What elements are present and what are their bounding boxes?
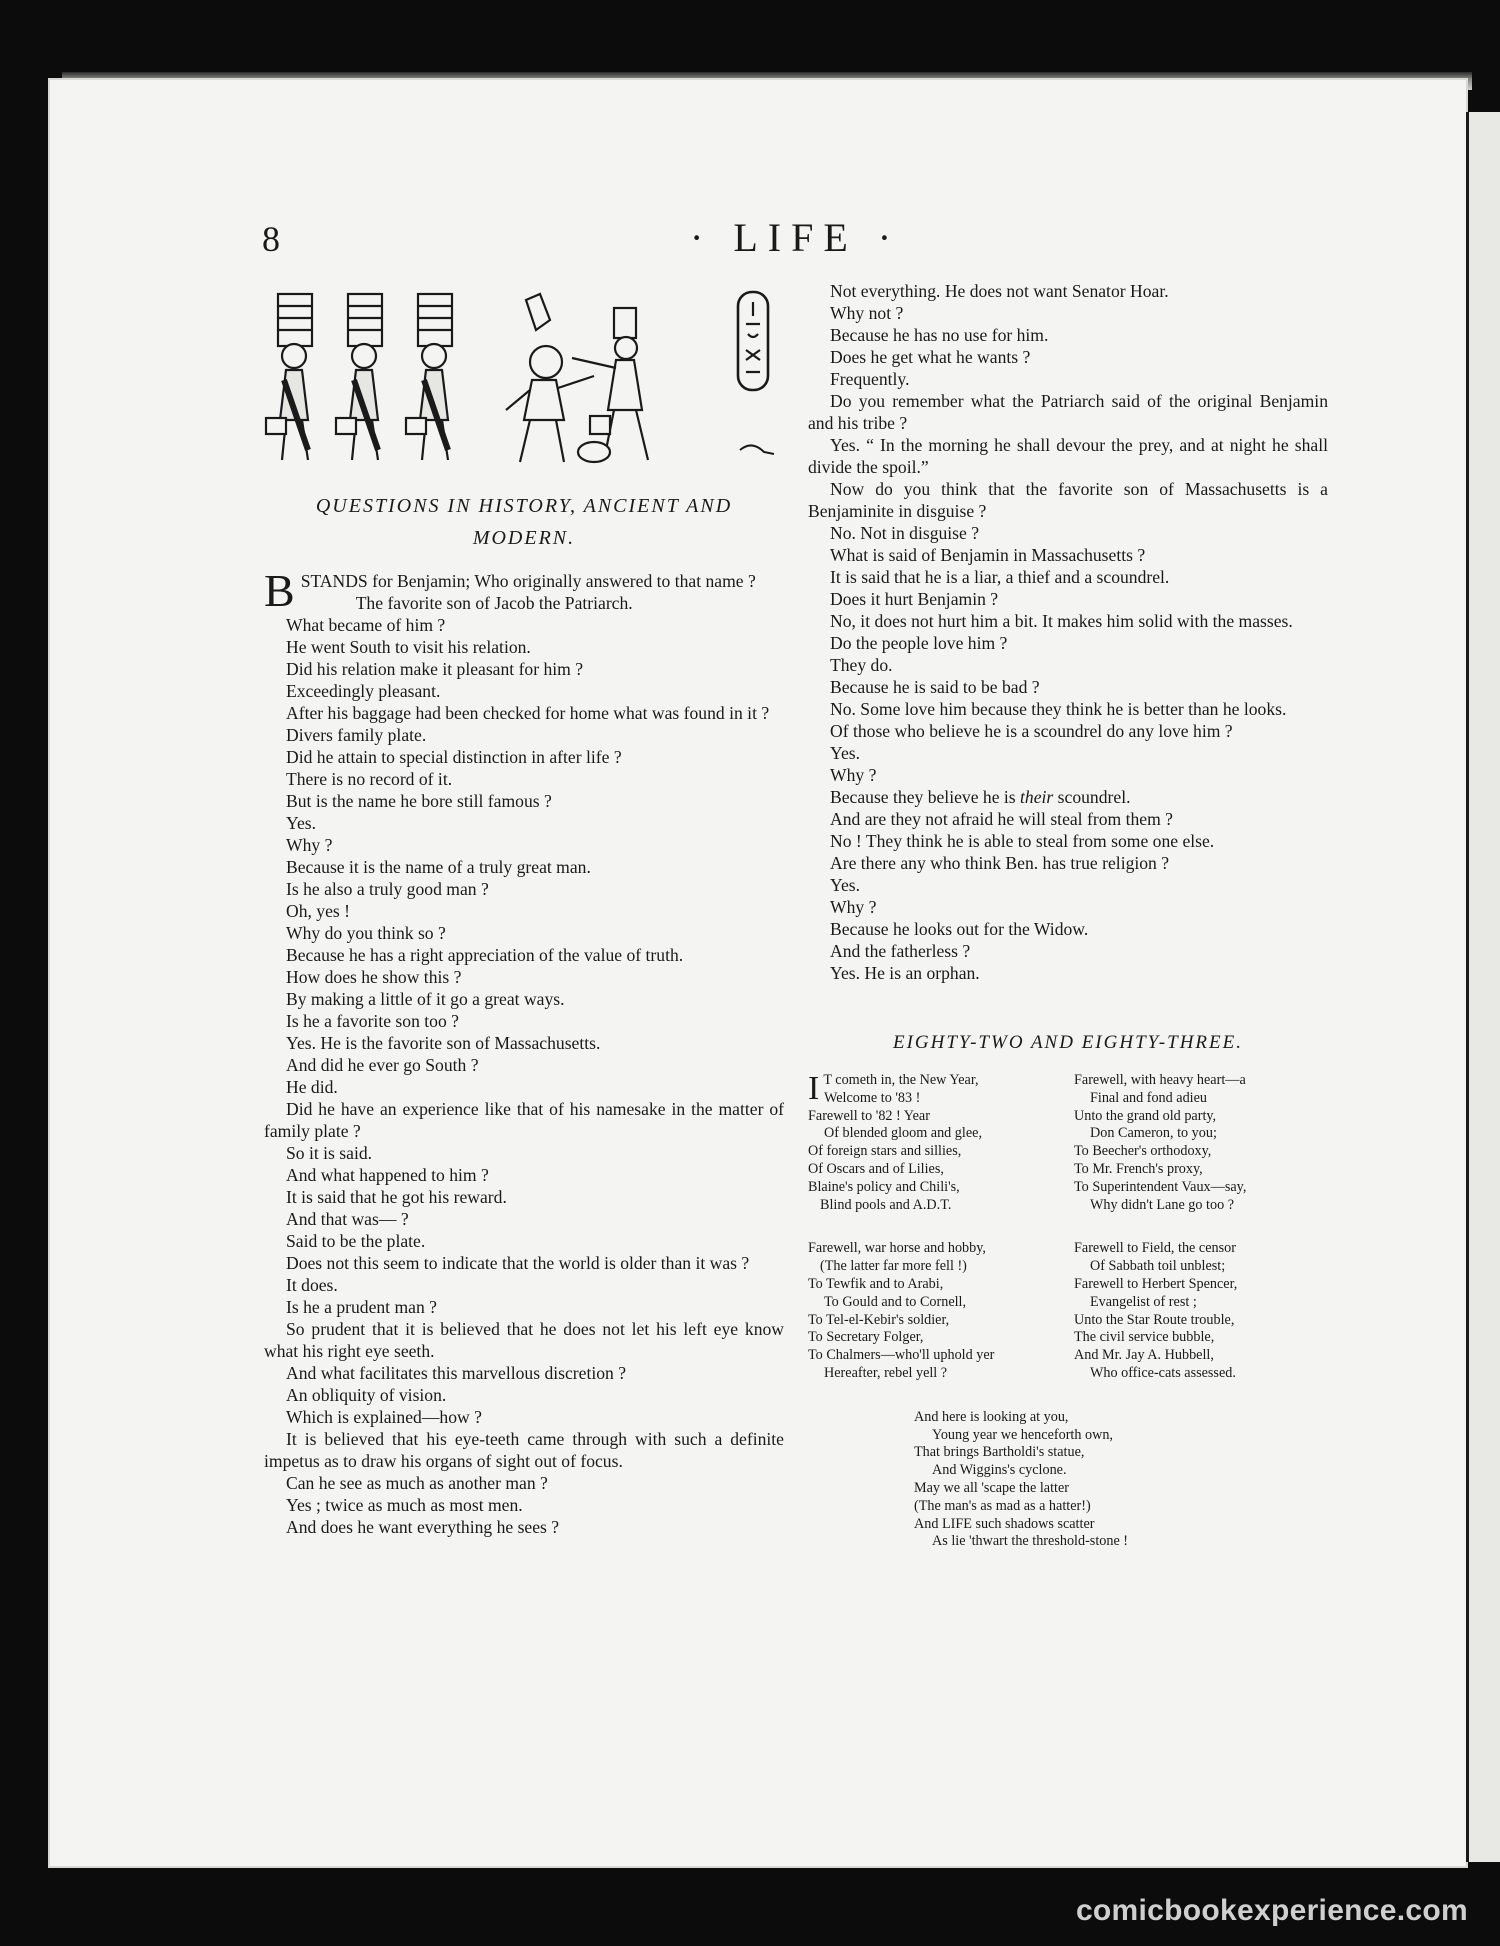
article-paragraph: No. Some love him because they think he is better than he looks. bbox=[830, 699, 1287, 719]
article-paragraph: Yes ; twice as much as most men. bbox=[286, 1495, 523, 1515]
article-paragraph: So it is said. bbox=[286, 1143, 373, 1163]
article-body-left bbox=[264, 565, 784, 1538]
article-paragraph: Because it is the name of a truly great man. bbox=[286, 857, 591, 877]
article-paragraph: But is the name he bore still famous ? bbox=[286, 791, 552, 811]
poem-line: Don Cameron, to you; bbox=[1090, 1125, 1217, 1142]
poem-line: Hereafter, rebel yell ? bbox=[824, 1364, 948, 1381]
poem-line: Farewell to Field, the censor bbox=[1074, 1240, 1236, 1257]
article-title bbox=[264, 490, 784, 554]
poem-line: Evangelist of rest ; bbox=[1090, 1293, 1197, 1310]
poem-stanza-3 bbox=[808, 1240, 1062, 1382]
site-watermark: comicbookexperience.com bbox=[1075, 1894, 1468, 1927]
poem-line: The civil service bubble, bbox=[1074, 1329, 1215, 1346]
poem-line: To Mr. French's proxy, bbox=[1074, 1160, 1203, 1177]
article-paragraph: Oh, yes ! bbox=[286, 901, 351, 921]
poem-line: As lie 'thwart the threshold-stone ! bbox=[932, 1533, 1129, 1550]
masthead-title: · LIFE · bbox=[690, 215, 902, 260]
article-paragraph: Because they believe he is their scoundrel. bbox=[830, 787, 1131, 807]
poem-line: Farewell, with heavy heart—a bbox=[1074, 1072, 1246, 1088]
article-paragraph: It is said that he is a liar, a thief and a scoundrel. bbox=[830, 567, 1170, 587]
poem-line: Blaine's policy and Chili's, bbox=[808, 1178, 960, 1195]
article-paragraph: Of those who believe he is a scoundrel do any love him ? bbox=[830, 721, 1233, 741]
article-paragraph: And did he ever go South ? bbox=[286, 1055, 479, 1075]
article-paragraph: Yes. He is an orphan. bbox=[830, 963, 980, 983]
frieze-drawing bbox=[264, 290, 784, 474]
article-body-right bbox=[808, 280, 1328, 984]
article-paragraph: Why ? bbox=[830, 765, 877, 785]
article-paragraph: He went South to visit his relation. bbox=[286, 637, 531, 657]
article-paragraph: Did he have an experience like that of his namesake in the matter of family plate ? bbox=[264, 1099, 784, 1141]
article-paragraph: There is no record of it. bbox=[286, 769, 453, 789]
poem-line: Of foreign stars and sillies, bbox=[808, 1143, 962, 1160]
article-paragraph: Exceedingly pleasant. bbox=[286, 681, 441, 701]
article-paragraph: By making a little of it go a great ways. bbox=[286, 989, 565, 1009]
poem-line: Unto the Star Route trouble, bbox=[1074, 1311, 1235, 1328]
poem-drop-cap: I bbox=[808, 1070, 820, 1107]
article-paragraph: Why ? bbox=[830, 897, 877, 917]
article-paragraph: Because he is said to be bad ? bbox=[830, 677, 1040, 697]
article-paragraph: Do the people love him ? bbox=[830, 633, 1008, 653]
article-paragraph: And what happened to him ? bbox=[286, 1165, 489, 1185]
article-paragraph: Why not ? bbox=[830, 303, 904, 323]
poem-line: And Mr. Jay A. Hubbell, bbox=[1074, 1347, 1214, 1364]
poem-line: Of blended gloom and glee, bbox=[824, 1125, 982, 1142]
egyptian-frieze-illustration bbox=[264, 290, 784, 474]
article-paragraph: Yes. bbox=[830, 875, 860, 895]
article-paragraph: Said to be the plate. bbox=[286, 1231, 426, 1251]
poem-line: And Wiggins's cyclone. bbox=[932, 1462, 1067, 1479]
article-title-line2: MODERN. bbox=[472, 527, 576, 549]
article-paragraph: And does he want everything he sees ? bbox=[286, 1517, 560, 1537]
article-paragraph: Frequently. bbox=[830, 369, 910, 389]
poem-stanza-2 bbox=[1074, 1072, 1328, 1214]
article-paragraph: Does not this seem to indicate that the world is older than it was ? bbox=[286, 1253, 750, 1273]
poem-line: That brings Bartholdi's statue, bbox=[914, 1444, 1085, 1461]
page-number: 8 bbox=[262, 219, 280, 259]
article-paragraph: No. Not in disguise ? bbox=[830, 523, 980, 543]
poem-line: To Beecher's orthodoxy, bbox=[1074, 1143, 1212, 1160]
article-paragraph: After his baggage had been checked for home what was found in it ? bbox=[286, 703, 770, 723]
article-paragraph: Did he attain to special distinction in after life ? bbox=[286, 747, 622, 767]
article-paragraph: No, it does not hurt him a bit. It makes him solid with the masses. bbox=[830, 611, 1293, 631]
article-paragraph: Does he get what he wants ? bbox=[830, 347, 1031, 367]
left-column bbox=[264, 290, 784, 1538]
article-paragraph: Do you remember what the Patriarch said of the original Benjamin and his tribe ? bbox=[808, 391, 1328, 433]
article-paragraph: What is said of Benjamin in Massachusetts ? bbox=[830, 545, 1146, 565]
poem-line: And LIFE such shadows scatter bbox=[914, 1515, 1095, 1532]
poem-line: Who office-cats assessed. bbox=[1090, 1364, 1236, 1381]
poem-title: EIGHTY-TWO AND EIGHTY-THREE. bbox=[893, 1032, 1243, 1053]
poem-line: To Tewfik and to Arabi, bbox=[808, 1275, 944, 1292]
article-paragraph: Yes. “ In the morning he shall devour the prey, and at night he shall divide the spoil.” bbox=[808, 435, 1328, 477]
poem-line: Why didn't Lane go too ? bbox=[1090, 1196, 1235, 1213]
drop-cap: B bbox=[264, 565, 295, 616]
poem-stanza-5 bbox=[914, 1409, 1328, 1551]
poem-line: May we all 'scape the latter bbox=[914, 1479, 1070, 1496]
article-paragraph: Did his relation make it pleasant for him ? bbox=[286, 659, 584, 679]
article-paragraph: BSTANDS for Benjamin; Who originally answered to that name ? bbox=[264, 565, 756, 616]
article-paragraph: An obliquity of vision. bbox=[286, 1385, 447, 1405]
poem-stanzas-top bbox=[808, 1072, 1328, 1240]
poem-line: (The latter far more fell !) bbox=[820, 1258, 967, 1275]
article-paragraph: They do. bbox=[830, 655, 893, 675]
article-paragraph: Because he looks out for the Widow. bbox=[830, 919, 1089, 939]
poem-line: Farewell to '82 ! Year bbox=[808, 1107, 930, 1124]
poem-line: To Gould and to Cornell, bbox=[824, 1293, 967, 1310]
poem-line: Unto the grand old party, bbox=[1074, 1107, 1217, 1124]
poem-line: Farewell to Herbert Spencer, bbox=[1074, 1275, 1238, 1292]
poem-line: Farewell, war horse and hobby, bbox=[808, 1240, 986, 1257]
article-paragraph: Yes. bbox=[830, 743, 860, 763]
article-paragraph: Is he a favorite son too ? bbox=[286, 1011, 459, 1031]
next-page-edge bbox=[1466, 112, 1500, 1862]
article-paragraph: Does it hurt Benjamin ? bbox=[830, 589, 999, 609]
article-paragraph: And that was— ? bbox=[286, 1209, 409, 1229]
article-paragraph: Yes. bbox=[286, 813, 316, 833]
article-title-line1: QUESTIONS IN HISTORY, ANCIENT AND bbox=[315, 495, 733, 517]
article-paragraph: So prudent that it is believed that he does not let his left eye know what his right eye seeth. bbox=[264, 1319, 784, 1361]
poem-line: Young year we henceforth own, bbox=[932, 1426, 1113, 1443]
article-paragraph: Why ? bbox=[286, 835, 333, 855]
article-paragraph: Now do you think that the favorite son of Massachusetts is a Benjaminite in disguise ? bbox=[808, 479, 1328, 521]
poem-line: To Chalmers—who'll uphold yer bbox=[808, 1347, 995, 1364]
poem-line: To Secretary Folger, bbox=[808, 1329, 924, 1346]
article-paragraph: Because he has a right appreciation of the value of truth. bbox=[286, 945, 684, 965]
article-paragraph: And are they not afraid he will steal from them ? bbox=[830, 809, 1173, 829]
poem-line: T cometh in, the New Year, bbox=[823, 1072, 979, 1088]
poem-line: Of Oscars and of Lilies, bbox=[808, 1160, 944, 1177]
article-paragraph: No ! They think he is able to steal from some one else. bbox=[830, 831, 1215, 851]
article-paragraph: Are there any who think Ben. has true religion ? bbox=[830, 853, 1170, 873]
article-paragraph: Is he a prudent man ? bbox=[286, 1297, 437, 1317]
article-paragraph: What became of him ? bbox=[286, 615, 446, 635]
article-paragraph: How does he show this ? bbox=[286, 967, 462, 987]
marching-figure-1 bbox=[266, 294, 312, 460]
poem-line: Of Sabbath toil unblest; bbox=[1090, 1258, 1226, 1275]
poem-stanza-1 bbox=[808, 1072, 1062, 1214]
article-paragraph: He did. bbox=[286, 1077, 338, 1097]
article-paragraph: Divers family plate. bbox=[286, 725, 427, 745]
article-paragraph: And the fatherless ? bbox=[830, 941, 971, 961]
article-paragraph: Can he see as much as another man ? bbox=[286, 1473, 548, 1493]
article-paragraph: Because he has no use for him. bbox=[830, 325, 1049, 345]
poem-line: Final and fond adieu bbox=[1090, 1089, 1208, 1106]
poem-line: (The man's as mad as a hatter!) bbox=[914, 1497, 1091, 1514]
article-paragraph: Not everything. He does not want Senator Hoar. bbox=[830, 281, 1169, 301]
poem-line: To Tel-el-Kebir's soldier, bbox=[808, 1311, 950, 1328]
poem-line: And here is looking at you, bbox=[914, 1408, 1069, 1425]
right-column bbox=[808, 280, 1328, 1551]
poem-line: Welcome to '83 ! bbox=[824, 1089, 921, 1106]
article-paragraph: The favorite son of Jacob the Patriarch. bbox=[355, 593, 633, 613]
article-paragraph: It is believed that his eye-teeth came through with such a definite impetus as to draw his organs of sight out of focus. bbox=[264, 1429, 784, 1471]
article-paragraph: Which is explained—how ? bbox=[286, 1407, 482, 1427]
article-paragraph: Yes. He is the favorite son of Massachusetts. bbox=[286, 1033, 601, 1053]
poem-line: To Superintendent Vaux—say, bbox=[1074, 1178, 1247, 1195]
poem-stanza-4 bbox=[1074, 1240, 1328, 1382]
article-paragraph: It is said that he got his reward. bbox=[286, 1187, 507, 1207]
article-paragraph: Why do you think so ? bbox=[286, 923, 446, 943]
poem-stanzas-middle bbox=[808, 1240, 1328, 1408]
article-paragraph: And what facilitates this marvellous discretion ? bbox=[286, 1363, 627, 1383]
article-paragraph: It does. bbox=[286, 1275, 338, 1295]
article-paragraph: Is he also a truly good man ? bbox=[286, 879, 489, 899]
poem-line: Blind pools and A.D.T. bbox=[820, 1196, 952, 1213]
